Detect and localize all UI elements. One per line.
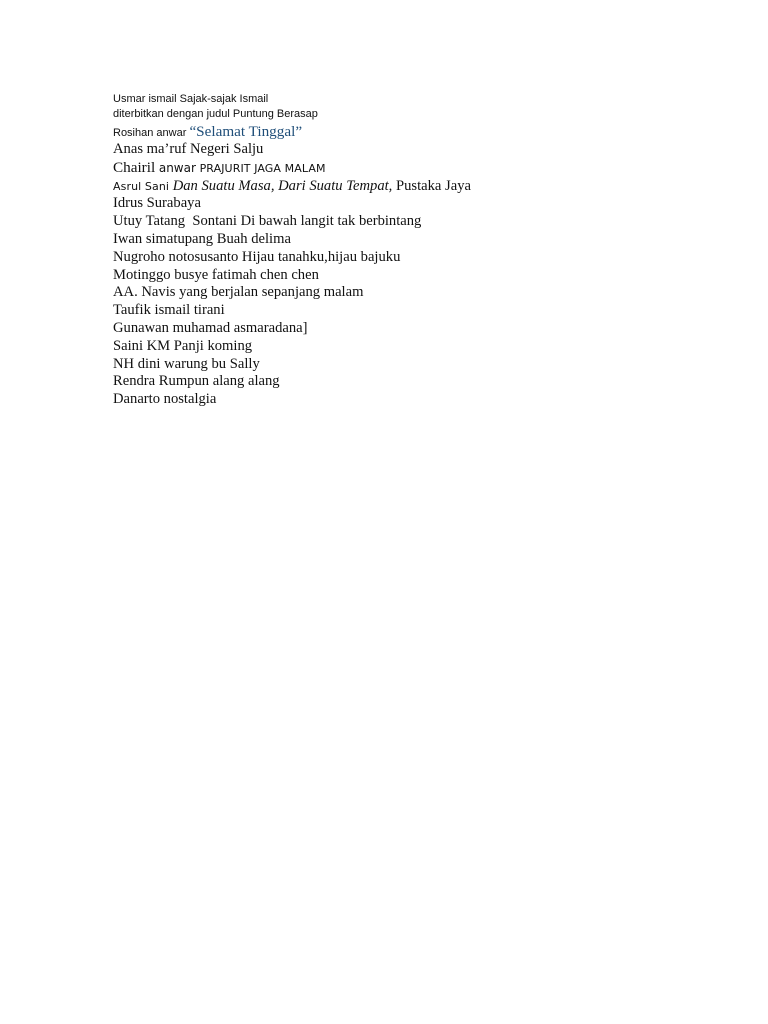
author-last-name: anwar [158, 160, 196, 175]
line-motinggo-busye [113, 267, 673, 285]
line-text: Taufik ismail tirani [113, 302, 225, 319]
line-text: Iwan simatupang Buah delima [113, 230, 291, 247]
line-text: diterbitkan dengan judul Puntung Berasap [113, 108, 318, 120]
author-name: Rosihan anwar [113, 127, 187, 139]
document-body [113, 92, 673, 409]
work-title: Dan Suatu Masa, Dari Suatu Tempat, [172, 177, 393, 194]
line-gunawan-muhamad [113, 320, 673, 338]
line-asrul-sani [113, 178, 673, 196]
line-text: Danarto nostalgia [113, 391, 217, 408]
line-text: AA. Navis yang berjalan sepanjang malam [113, 284, 364, 301]
line-nh-dini [113, 356, 673, 374]
line-idrus [113, 195, 673, 213]
line-text: Nugroho notosusanto Hijau tanahku,hijau bajuku [113, 248, 401, 265]
line-text: Usmar ismail Sajak-sajak Ismail [113, 93, 269, 105]
publisher-name: Pustaka Jaya [395, 177, 471, 194]
line-taufik-ismail [113, 302, 673, 320]
line-rosihan-anwar [113, 124, 673, 141]
line-text: Anas ma’ruf Negeri Salju [113, 141, 264, 157]
line-saini-km [113, 338, 673, 356]
line-text: Motinggo busye fatimah chen chen [113, 266, 319, 283]
author-first-name: Chairil [113, 158, 156, 176]
line-text: NH dini warung bu Sally [113, 355, 260, 372]
line-text: Utuy Tatang Sontani Di bawah langit tak berbintang [113, 213, 422, 230]
line-text: Idrus Surabaya [113, 195, 201, 212]
line-usmar-ismail [113, 92, 673, 107]
line-iwan-simatupang [113, 231, 673, 249]
line-text: Saini KM Panji koming [113, 337, 253, 354]
line-rendra [113, 373, 673, 391]
line-anas-maruf [113, 141, 673, 159]
line-aa-navis [113, 284, 673, 302]
line-text: Gunawan muhamad asmaradana] [113, 319, 308, 336]
poem-title: PRAJURIT JAGA MALAM [199, 161, 326, 175]
line-text: Rendra Rumpun alang alang [113, 373, 280, 390]
line-utuy-tatang-sontani [113, 213, 673, 231]
line-nugroho-notosusanto [113, 249, 673, 267]
line-chairil-anwar [113, 159, 673, 178]
author-name: Asrul Sani [113, 179, 170, 193]
line-puntung-berasap [113, 107, 673, 122]
poem-title: “Selamat Tinggal” [189, 123, 303, 140]
line-danarto [113, 391, 673, 409]
